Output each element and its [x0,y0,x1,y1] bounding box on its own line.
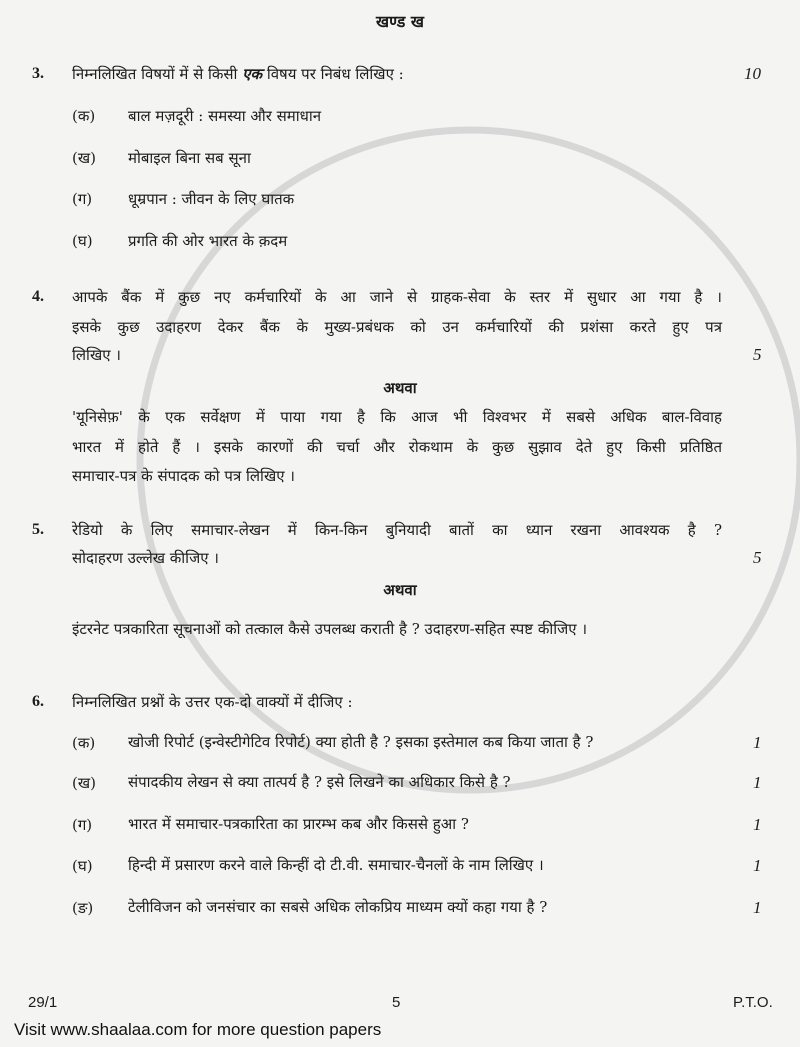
option-text: हिन्दी में प्रसारण करने वाले किन्हीं दो टी.वी. समाचार-चैनलों के नाम लिखिए । [128,856,544,874]
option-text: खोजी रिपोर्ट (इन्वेस्टीगेटिव रिपोर्ट) क्या होती है ? इसका इस्तेमाल कब किया जाता है ? [128,733,594,751]
option-label: (ङ) [72,899,94,917]
question-text [72,64,404,84]
option-text: संपादकीय लेखन से क्या तात्पर्य है ? इसे लिखने का अधिकार किसे है ? [128,773,511,791]
option-label: (ख) [72,774,96,792]
question-marks: 5 [753,345,762,364]
page-number: 5 [392,994,401,1011]
question-line: सोदाहरण उल्लेख कीजिए । [72,549,219,567]
question-text: निम्नलिखित प्रश्नों के उत्तर एक-दो वाक्यों में दीजिए : [72,693,353,711]
paper-code: 29/1 [28,994,58,1011]
question-text-part: निम्नलिखित विषयों में से किसी [72,65,243,83]
option-text: बाल मज़दूरी : समस्या और समाधान [128,107,322,125]
option-label: (ग) [72,190,93,208]
alt-question-line: 'यूनिसेफ़' के एक सर्वेक्षण में पाया गया है कि आज भी विश्वभर में सबसे अधिक बाल-विवाह [72,408,722,426]
option-marks: 1 [753,856,762,875]
question-marks: 5 [753,548,762,567]
or-label: अथवा [383,581,417,599]
option-label: (घ) [72,857,93,875]
option-text: धूम्रपान : जीवन के लिए घातक [128,190,295,208]
option-label: (ख) [72,149,96,167]
option-text: टेलीविजन को जनसंचार का सबसे अधिक लोकप्रिय माध्यम क्यों कहा गया है ? [128,898,548,916]
question-number: 6. [32,693,44,710]
question-line: आपके बैंक में कुछ नए कर्मचारियों के आ जाने से ग्राहक-सेवा के स्तर में सुधार आ गया है । [72,288,722,306]
option-label: (ग) [72,816,93,834]
option-marks: 1 [753,773,762,792]
question-number: 5. [32,521,44,538]
question-number: 4. [32,288,44,305]
alt-question-line: भारत में होते हैं । इसके कारणों की चर्चा और रोकथाम के कुछ सुझाव देते हुए किसी प्रतिष्ठित [72,438,722,456]
alt-question-line: समाचार-पत्र के संपादक को पत्र लिखिए । [72,467,295,485]
or-label: अथवा [383,379,417,397]
question-line: रेडियो के लिए समाचार-लेखन में किन-किन बुनियादी बातों का ध्यान रखना आवश्यक है ? [72,521,722,539]
question-line: इसके कुछ उदाहरण देकर बैंक के मुख्य-प्रबंधक को उन कर्मचारियों की प्रशंसा करते हुए पत्र [72,318,722,336]
visit-link[interactable]: Visit www.shaalaa.com for more question papers [14,1020,382,1039]
option-text: प्रगति की ओर भारत के क़दम [128,232,288,250]
option-marks: 1 [753,898,762,917]
alt-question-line: इंटरनेट पत्रकारिता सूचनाओं को तत्काल कैसे उपलब्ध कराती है ? उदाहरण-सहित स्पष्ट कीजिए । [72,620,588,638]
pto-label: P.T.O. [733,994,773,1011]
question-marks: 10 [744,64,761,83]
option-text: भारत में समाचार-पत्रकारिता का प्रारम्भ कब और किससे हुआ ? [128,815,469,833]
question-text-part: विषय पर निबंध लिखिए : [262,65,404,83]
option-marks: 1 [753,733,762,752]
option-marks: 1 [753,815,762,834]
option-text: मोबाइल बिना सब सूना [128,149,251,167]
section-title: खण्ड ख [376,12,424,31]
emphasis-text: एक [242,65,263,83]
question-number: 3. [32,65,44,82]
option-label: (क) [72,107,96,125]
question-line: लिखिए । [72,346,121,364]
option-label: (घ) [72,232,93,250]
option-label: (क) [72,734,96,752]
